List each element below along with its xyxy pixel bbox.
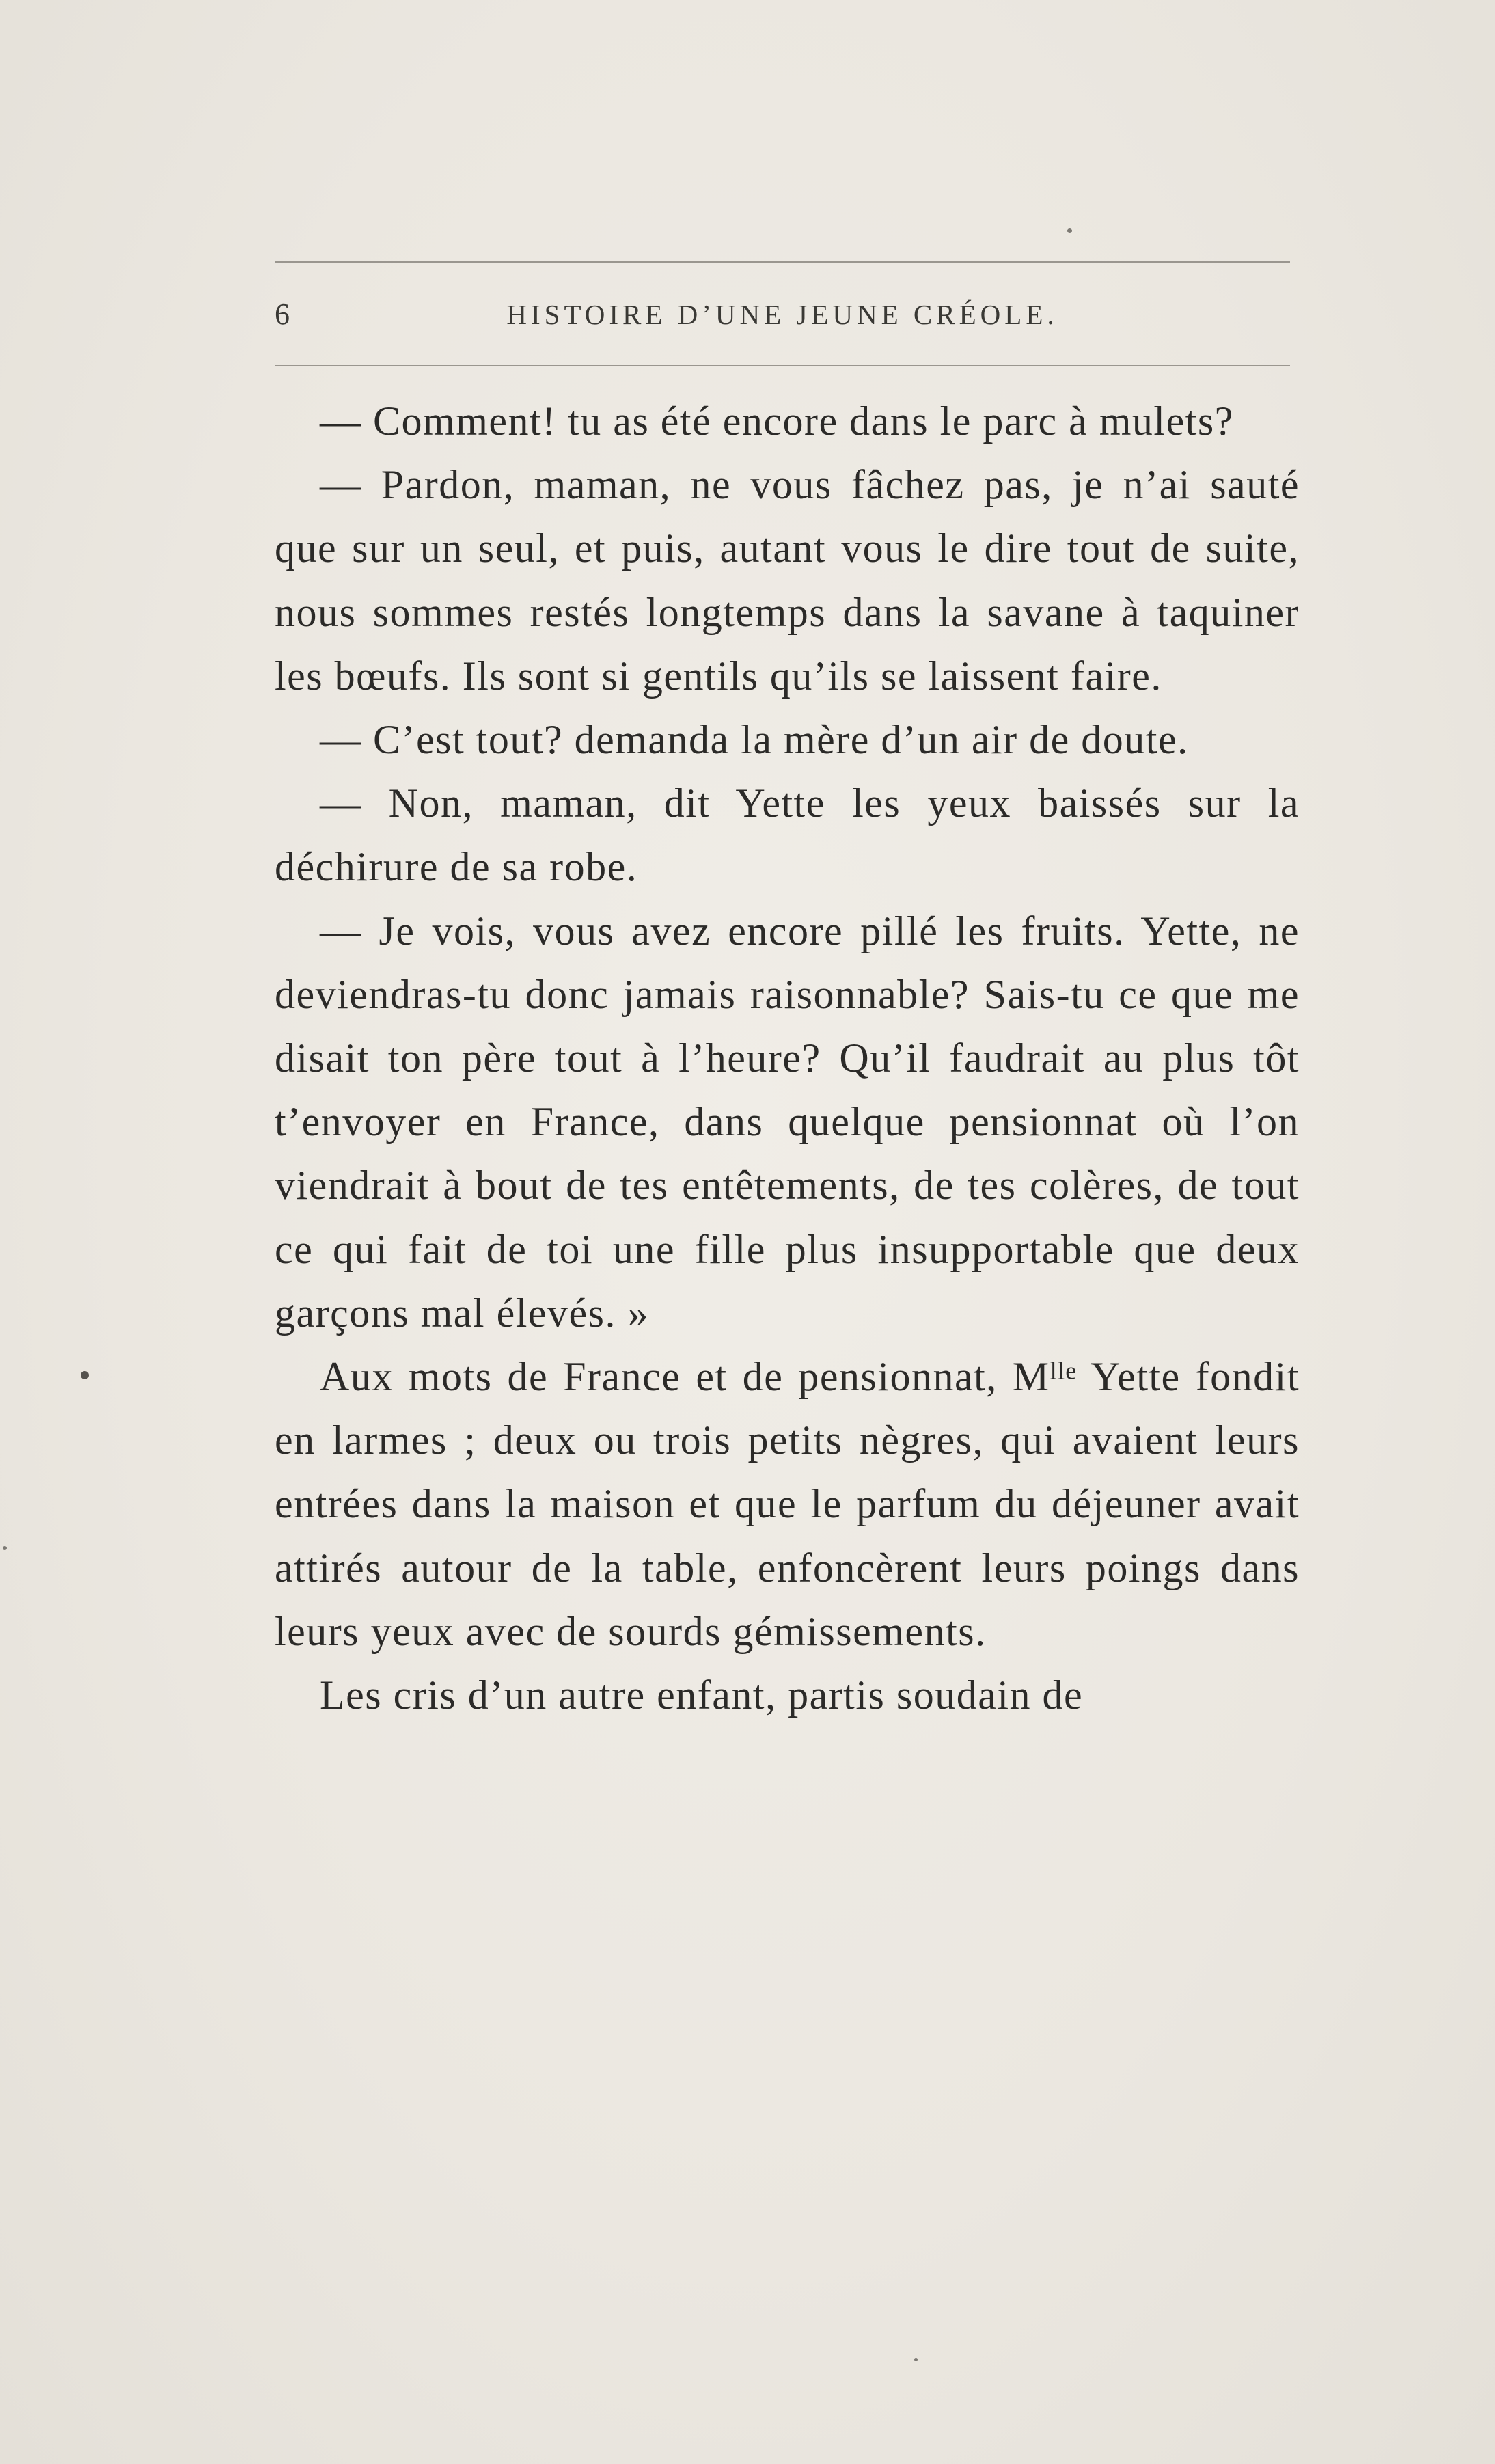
paragraph: — Pardon, maman, ne vous fâchez pas, je n’ai sauté que sur un seul, et puis, autant vous le dire tout de suite, nous sommes restés longtemps dans la savane à taquiner les bœufs. Ils sont si gentils qu’ils se laissent faire.	[275, 462, 1300, 699]
paper-speck	[81, 1371, 89, 1379]
body-text	[275, 390, 1300, 1727]
paragraph: — Non, maman, dit Yette les yeux baissés sur la déchirure de sa robe.	[275, 781, 1300, 890]
running-title: HISTOIRE D’UNE JEUNE CRÉOLE.	[506, 299, 1058, 330]
paper-speck	[914, 2358, 918, 2361]
paper-speck	[1067, 228, 1072, 233]
page-number: 6	[275, 297, 290, 331]
paragraph: — Je vois, vous avez encore pillé les fruits. Yette, ne deviendras-tu donc jamais raisonnable? Sais-tu ce que me disait ton père tout à l’heure? Qu’il faudrait au plus tôt t’envoyer en France, dans quelque pensionnat où l’on viendrait à bout de tes entêtements, de tes colères, de tout ce qui fait de toi une fille plus insupportable que deux garçons mal élevés. »	[275, 908, 1300, 1336]
paragraph: Aux mots de France et de pensionnat, Mˡˡᵉ Yette fondit en larmes ; deux ou trois petits nègres, qui avaient leurs entrées dans la maison et que le parfum du déjeuner avait attirés autour de la table, enfoncèrent leurs poings dans leurs yeux avec de sourds gémissements.	[275, 1354, 1300, 1654]
paragraph: — Comment! tu as été encore dans le parc à mulets?	[320, 398, 1234, 444]
header-rule-bottom	[275, 365, 1290, 366]
running-head	[275, 293, 1290, 336]
paragraph: — C’est tout? demanda la mère d’un air de doute.	[320, 717, 1189, 763]
paper-speck	[3, 1546, 7, 1550]
paragraph: Les cris d’un autre enfant, partis soudain de	[320, 1673, 1084, 1718]
header-rule-top	[275, 261, 1290, 263]
